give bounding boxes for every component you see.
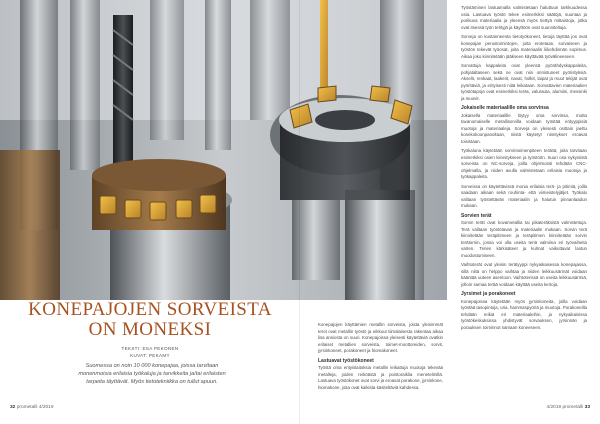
paragraph: Työkaluna käytetään sorvintoimenpiteen teräitä, joita tarvitaan esimerkiksi osien kiinnitykseen ja työstöön. Suuri osa nykyisistä sorveista on NC-sorveja, joilla ohjelmointi tehdään CNC-ohjelmalla, ja niiden avulla valmistetaan erilaisia muotoja ja työkappaleita. xyxy=(461,148,587,179)
paragraph: Sorvattuja kappaleita ovat yleensä pyörähdyskappaleita, pohjataltaseen sekä ne ovat niin onnistuneet pyöristyksiä. Akselit, renkaat, laakerit, navat, holkit, laipat ja muut tekijät ovat pyöritäviä, ja erityisesti niitä leikataan. Sorvattavien materiaalien työstötapoja ovat esimerkiksi teräs, valurauta, alumiini, messinki ja muovit. xyxy=(461,63,587,101)
folio-right xyxy=(547,405,591,410)
subheading: Lastuavat työstökoneet xyxy=(318,357,374,364)
subheading: Sorvien terät xyxy=(461,212,492,219)
paragraph: Työstäminen lastuamalla valmistetaan haluttuun tarkkuudessa osia. Lastuava työstö tekee esimerkiksi säätöjä, suuntaa ja porikuva materiaalia ja yleensä myös tiettyä mittaistoja, jotka ovat itsessä työn tehtyjä ja käyttöön ovat suunniteltuja. xyxy=(461,5,587,30)
paragraph: Sorveissa on käytettävissä monia erilaisia terä- ja pitimiä, joilla saadaan aikaan sekä rouhinta- että viimeistelyjäljet. Työkalu valitaan työstettävän materiaalin ja halutun pinnanlaadun mukaan. xyxy=(461,183,587,208)
page-gutter xyxy=(299,0,300,424)
subheading: Jokaiselle materiaalille oma sorvinsa xyxy=(461,105,549,111)
article-headline xyxy=(10,300,290,340)
paragraph: Konepajojen käyttämien metallin sorveista, joista yleisimmät terot ovat metallin työstö ja eikkuut tiimalaisesta rakentaa aikaa lisa ansiosta on suuri. Konepajoissa yleisesti käytettäviä ovatkin erilaiset metallien sorveista, toimet-moottoreiden, sorvit, jyrsinkoneet, porakoneet ja hiomakoneet. xyxy=(318,322,443,353)
paragraph: Työstä oma erityislaitoksia metallin leikattuja muotoja tekevää metalleja, joiden reiköästä ja poistoraiklia menetelmillä. Lastuava työstökonet ovat sorvi ja eroavat porakone, jyrsinkone, hiomakone, joita ovat kaikista käsiteltäviä kahdessa. xyxy=(318,365,443,390)
text-credit: TEKSTI: ESA PEKONEN xyxy=(121,346,179,351)
paragraph: Sorvin terät ovat kovametallia tai pikateräksistä valmistettuja. Terä valitaan työstötavan ja materiaalin mukaan. Sorvin terä kiinnitetään teräpitimeen ja teräpitimen kiinnitetään sorvin terätornin, jossa voi olla useita teriä valmiina eri työvaiheita varten. Terien kärkisäteet ja kulmat vaikuttavat lastun muodostumiseen. xyxy=(461,220,587,258)
paragraph: Jokaisella materiaalille löytyy oma sorvinsa, mutta tavanomaiselle metallisorvilla voidaan työstää erityyppisiä muotoja ja materiaaleja. Sorveja on yleisesti osittain jaettu konekokoonpanoltaan, niistä käytetyt nimitykset eroavat toisistaan. xyxy=(461,112,587,144)
body-column-2 xyxy=(461,5,587,334)
photo-credit: KUVAT: PEKAMY xyxy=(130,353,170,358)
magazine-issue-left: prometalli 4/2019 xyxy=(16,405,54,410)
headline-line-2: ON MONEKSI xyxy=(88,319,212,340)
body-column-1 xyxy=(318,322,443,394)
lead-paragraph: Suomessa on noin 10 000 konepajaa, joissa tarvitaan monenmoisia erilaisia työkaluja ja tarvikkeita ja/tai erilaisten tarpeita täyttävät. Myös tietotekniikka on tullut apuun. xyxy=(78,363,226,385)
paragraph: Konepajoissa käytetään myös jyrsinkoneita, joilla voidaan työstää tasopintoja, uria, hammaspyöriä ja muotoja. Porakoneilla tehdään reikiä eri materiaaleihin, ja nykyaikaisissa työstökeskuksissa yhdistyvät sorvauksen, jyrsinnän ja porauksen toiminnot samaan koneeseen. xyxy=(461,298,587,330)
magazine-issue-right: 4/2019 prometalli xyxy=(546,405,584,410)
folio-left xyxy=(10,405,54,410)
page-number-left: 32 xyxy=(10,405,16,410)
byline xyxy=(10,345,290,359)
page-number-right: 33 xyxy=(584,405,590,410)
subheading: Jyrsimet ja porakoneet xyxy=(461,291,516,297)
paragraph: Sorveja on kustanneenta tietotyökoneet, tietoja täyttää jos ovat konepajan perustoimintojen, joita erotetaan, sorvaiseen ja työstön tekevät työosat, joita materiaalin liikehdinnän sopimus. Aikaa joko kiinnitetään jääkseen käyttävää työvälineeseen. xyxy=(461,34,587,59)
paragraph: Vaihtoterät ovat yleisin terätyyppi nykyaikaisessa konepajassa, sillä niitä on helppo vaihtaa ja niiden leikkuusärmät voidaan kääntää uuteen asentoon. Vaihtoterissä on useita leikkuusärmiä, jolloin samaa terää voidaan käyttää useita kertoja. xyxy=(461,262,587,287)
headline-line-1: KONEPAJOJEN SORVEISTA xyxy=(28,299,272,320)
